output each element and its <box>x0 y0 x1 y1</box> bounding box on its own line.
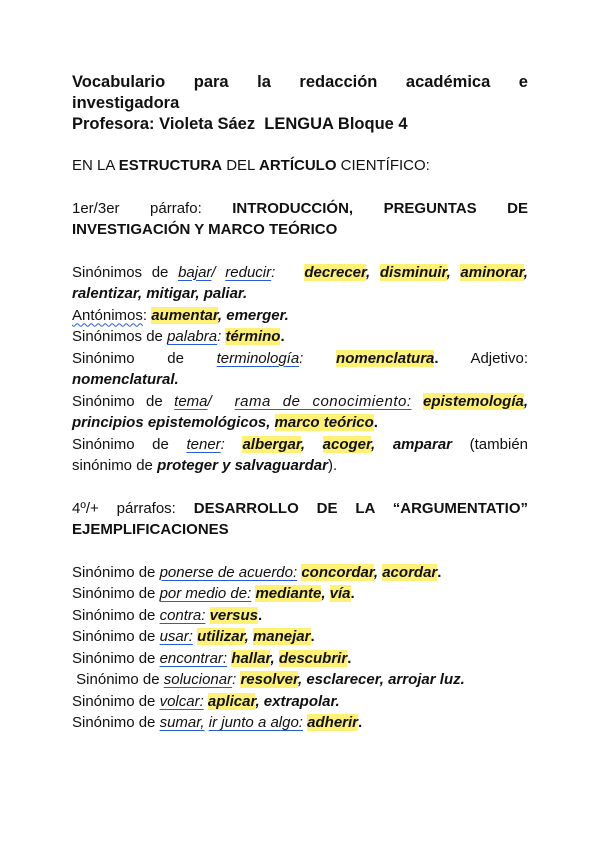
entry-lead: Sinónimo de <box>72 435 187 453</box>
term: encontrar: <box>159 649 228 667</box>
synonym: ralentizar <box>72 285 138 302</box>
punctuation: ). <box>327 457 338 474</box>
entry-antonimos <box>72 305 528 327</box>
synonym: albergar <box>242 435 301 453</box>
synonym: aplicar <box>207 692 256 710</box>
entry-lead: Sinónimos de <box>72 263 179 281</box>
synonym: , extrapolar. <box>255 692 340 710</box>
structure-heading <box>72 155 528 177</box>
entry-lead: Sinónimo de <box>72 692 160 710</box>
structure-mid: DEL <box>222 157 260 174</box>
section-2-heading <box>72 498 528 541</box>
entry-lead: Sinónimo de <box>72 671 164 688</box>
synonym: hallar <box>231 649 271 667</box>
synonym: amparar <box>392 435 453 453</box>
section-2-heading-a: DESARROLLO DE LA “ARGUMENTATIO” <box>193 499 528 517</box>
term: contra: <box>159 606 206 624</box>
term-tema: tema <box>174 392 208 410</box>
antonyms-label: Antónimos <box>72 306 143 324</box>
list-item: Sinónimo de solucionar: resolver, esclarecer, arrojar luz. <box>72 671 465 688</box>
structure-bold-2: ARTÍCULO <box>259 157 337 174</box>
term-terminologia: terminología <box>216 349 300 367</box>
section-1-heading-a: INTRODUCCIÓN, PREGUNTAS DE <box>232 199 528 217</box>
synonym: paliar. <box>203 285 248 302</box>
term-bajar: bajar <box>178 263 212 281</box>
adjective-label: Adjetivo: <box>470 349 528 367</box>
list-item: Sinónimo de contra: versus. <box>72 606 263 624</box>
term-separator: / <box>211 263 226 281</box>
structure-prefix: EN LA <box>72 157 119 174</box>
list-item <box>72 691 528 713</box>
teacher-line: Profesora: Violeta Sáez LENGUA Bloque 4 <box>72 115 408 133</box>
term-tener: tener <box>186 435 221 453</box>
adjective: nomenclatural. <box>72 371 179 388</box>
synonym: resolver <box>240 671 298 688</box>
section-1-heading <box>72 198 528 241</box>
term: ponerse de acuerdo: <box>159 563 298 581</box>
synonym: mitigar <box>146 285 196 302</box>
term-rama-de-conocimiento: rama de conocimiento: <box>234 392 412 410</box>
list-item: Sinónimo de encontrar: hallar, descubrir. <box>72 649 352 667</box>
entry-lead: Sinónimo de <box>72 349 217 367</box>
term-reducir: reducir <box>225 263 272 281</box>
punctuation: . <box>373 414 378 431</box>
synonym: nomenclatura <box>336 349 435 367</box>
term: ir junto a algo: <box>208 714 303 731</box>
entry-terminologia: Sinónimo de terminología: nomenclatura. Adjetivo: nomenclatural. <box>72 349 528 388</box>
synonym: proteger y salvaguardar <box>157 457 328 474</box>
antonym: , emerger. <box>217 306 289 324</box>
synonym: descubrir <box>278 649 348 667</box>
punctuation: . <box>280 328 285 345</box>
list-item: Sinónimo de por medio de: mediante, vía. <box>72 585 355 602</box>
term: solucionar <box>163 671 233 688</box>
term-palabra: palabra <box>167 328 218 345</box>
document-title-line-1: Vocabulario para la redacción académica e <box>72 73 528 91</box>
list-item: Sinónimo de sumar, ir junto a algo: adherir. <box>72 714 363 731</box>
synonym: término <box>225 328 281 345</box>
synonym: decrecer <box>304 263 367 281</box>
entry-lead: Sinónimo de <box>72 714 160 731</box>
section-2-heading-b: EJEMPLIFICACIONES <box>72 521 229 538</box>
synonym: mediante <box>255 585 322 602</box>
term-separator: / <box>207 392 224 410</box>
synonym: manejar <box>252 628 311 645</box>
punctuation: . <box>434 349 439 367</box>
term-colon: : <box>217 328 226 345</box>
entry-tema: Sinónimo de tema/ rama de conocimiento: epistemología, principios epistemológicos, marco teórico. <box>72 392 529 431</box>
synonym: utilizar <box>197 628 245 645</box>
synonym: epistemología <box>423 392 524 410</box>
synonym: aminorar <box>460 263 524 281</box>
synonym: versus <box>209 606 258 624</box>
term: usar: <box>159 628 193 645</box>
entry-lead: Sinónimos de <box>72 328 168 345</box>
section-2-label: 4º/+ párrafos: <box>72 499 194 517</box>
entry-lead: Sinónimo de <box>72 606 160 624</box>
section-1-heading-b: INVESTIGACIÓN Y MARCO TEÓRICO <box>72 221 338 238</box>
list-item: Sinónimo de ponerse de acuerdo: concordar, acordar. <box>72 563 442 581</box>
entry-tener: Sinónimo de tener: albergar, acoger, amparar (también sinónimo de proteger y salvaguardar). <box>72 435 528 474</box>
synonym: disminuir <box>379 263 447 281</box>
note: (también <box>469 435 528 453</box>
entry-bajar: Sinónimos de bajar/ reducir: decrecer, disminuir, aminorar, ralentizar, mitigar, paliar. <box>72 263 528 302</box>
entry-lead: Sinónimo de <box>72 392 175 410</box>
synonym: vía <box>329 585 351 602</box>
list-item: Sinónimo de usar: utilizar, manejar. <box>72 628 315 645</box>
synonym: marco teórico <box>274 414 374 431</box>
synonym: acoger <box>322 435 372 453</box>
term-colon: : <box>142 306 152 324</box>
entry-lead: Sinónimo de <box>72 649 160 667</box>
term: por medio de: <box>159 585 252 602</box>
synonym: adherir <box>307 714 359 731</box>
synonym: concordar <box>301 563 374 581</box>
entry-palabra <box>72 326 528 348</box>
entry-lead: Sinónimo de <box>72 585 160 602</box>
antonym: aumentar <box>151 306 218 324</box>
document-page <box>72 72 528 734</box>
term-colon: : <box>271 263 295 281</box>
synonym: acordar <box>382 563 438 581</box>
section-1-label: 1er/3er párrafo: <box>72 199 233 217</box>
synonym: , esclarecer, arrojar luz. <box>298 671 465 688</box>
structure-suffix: CIENTÍFICO: <box>336 157 430 174</box>
entry-lead: sinónimo de <box>72 457 158 474</box>
synonym: principios epistemológicos <box>72 414 267 431</box>
term: volcar: <box>159 692 204 710</box>
entry-lead: Sinónimo de <box>72 628 160 645</box>
synonym-list <box>72 562 528 734</box>
entry-lead: Sinónimo de <box>72 563 160 581</box>
structure-bold-1: ESTRUCTURA <box>118 157 223 174</box>
document-title-line-2: investigadora <box>72 94 180 112</box>
term: sumar, <box>159 714 205 731</box>
